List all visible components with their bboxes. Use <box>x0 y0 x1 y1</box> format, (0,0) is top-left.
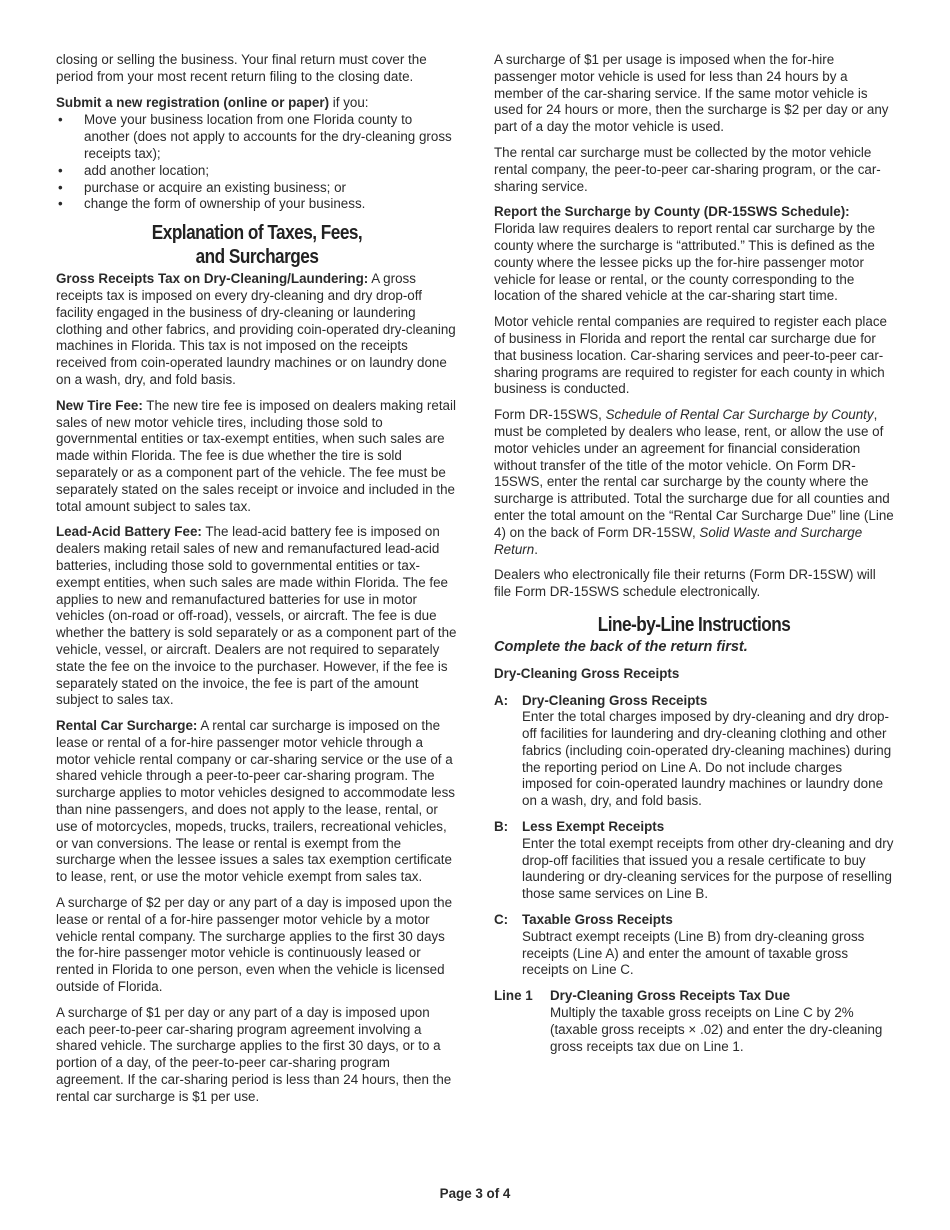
bullet-item: • purchase or acquire an existing business; or <box>56 180 458 197</box>
right-column <box>494 52 894 1064</box>
bullet-item: • add another location; <box>56 163 458 180</box>
registration-paragraph: Motor vehicle rental companies are required to register each place of business in Florida and report the rental car surcharge due for that business location. Car-sharing services and peer-to-peer car-sharing programs are required to register for each county in which business is conducted. <box>494 314 887 397</box>
battery-fee-heading: Lead-Acid Battery Fee: <box>56 524 202 540</box>
new-tire-paragraph <box>56 398 458 516</box>
intro-paragraph: closing or selling the business. Your final return must cover the period from your most recent return filing to the closing date. <box>56 52 427 84</box>
surcharge-2-paragraph: A surcharge of $2 per day or any part of a day is imposed upon the lease or rental of a for-hire passenger motor vehicle by a motor vehicle rental company. The surcharge applies to the first 30 days the for-hire passenger motor vehicle is continuously leased or rented in Florida to one person, even when the vehicle is licensed outside of Florida. <box>56 895 453 995</box>
form-text-b: , must be completed by dealers who lease, rent, or allow the use of motor vehicles under an agreement for financial consideration without transfer of the title of the motor vehicle. On Form DR-15SWS, enter the rental car surcharge by the county where the surcharge is attributed. Total the surcharge due for all counties and enter the total amount on the “Rental Car Surcharge Due” line (Line 4) on the back of Form DR-15SW, <box>494 407 894 540</box>
line-title: Dry-Cleaning Gross Receipts Tax Due <box>550 988 791 1004</box>
submit-registration-rest: if you: <box>329 94 369 110</box>
registration-bullet-list <box>56 112 458 213</box>
report-county-paragraph <box>494 204 894 305</box>
surcharge-1-paragraph: A surcharge of $1 per day or any part of a day is imposed upon each peer-to-peer car-sharing program agreement involving a shared vehicle. The surcharge applies to the first 30 days, or to a portion of a day, of the peer-to-peer car-sharing program agreement. If the car-sharing period is less than 24 hours, then the rental car surcharge is $1 per use. <box>56 1004 452 1104</box>
rental-surcharge-paragraph <box>56 718 458 886</box>
line-label: B: <box>494 819 509 835</box>
gross-receipts-text: A gross receipts tax is imposed on every dry-cleaning and dry drop-off facility engaged in the business of dry-cleaning or laundering clothing and other fabrics, and providing coin-operated dry-cleaning machines in Florida. This tax is not imposed on the receipts received from coin-operated laundry machines or on laundry done on a wash, dry, and fold basis. <box>56 271 456 387</box>
battery-fee-text: The lead-acid battery fee is imposed on dealers making retail sales of new and remanufactured lead-acid batteries, including those sold to governmental entities or tax-exempt entities, when such sales are made within Florida. The fee applies to new and remanufactured batteries for use in motor vehicles (on-road or off-road), vessels, or aircraft. The fee is due whether the battery is sold separately or as a component part of the vehicle, vessel, or aircraft. Dealers are not required to separately state the fee on the invoice to the purchaser. However, if the fee is separately stated on the invoice, the fee is part of the amount subject to sales tax. <box>56 524 457 708</box>
line-item-b <box>494 819 894 903</box>
page-number: Page 3 of 4 <box>439 1186 511 1201</box>
new-tire-heading: New Tire Fee: <box>56 397 143 413</box>
line-title: Taxable Gross Receipts <box>522 912 673 928</box>
line-item-c <box>494 912 894 979</box>
line-label: C: <box>494 912 509 928</box>
line-label: Line 1 <box>494 988 533 1004</box>
form-text-c: . <box>534 541 538 557</box>
line-text: Enter the total exempt receipts from other dry-cleaning and dry drop-off facilities that issued you a resale certificate to buy laundering or dry-cleaning services for the purpose of reselling those same services on Line B. <box>522 835 894 902</box>
rental-surcharge-heading: Rental Car Surcharge: <box>56 718 198 734</box>
electronic-filing-paragraph: Dealers who electronically file their returns (Form DR-15SW) will file Form DR-15SWS schedule electronically. <box>494 567 876 600</box>
rental-surcharge-text: A rental car surcharge is imposed on the lease or rental of a for-hire passenger motor vehicle through a motor vehicle rental company or car-sharing service or the use of a shared vehicle through a peer-to-peer car-sharing program. The surcharge applies to motor vehicles designed to accommodate less than nine passengers, and does not apply to the lease, rental, or use of motorcycles, mopeds, trucks, trailers, recreational vehicles, or van conversions. The lease or rental is exempt from the surcharge when the lessee issues a sales tax exemption certificate to lease, rent, or use the motor vehicle exempt from sales tax. <box>56 718 455 885</box>
left-column <box>56 52 458 1115</box>
line-label: A: <box>494 692 509 708</box>
gross-receipts-heading: Gross Receipts Tax on Dry-Cleaning/Laundering: <box>56 271 369 287</box>
report-county-heading: Report the Surcharge by County (DR-15SWS Schedule): <box>494 204 850 220</box>
line-item-a <box>494 693 894 811</box>
line-text: Subtract exempt receipts (Line B) from dry-cleaning gross receipts (Line A) and enter the amount of taxable gross receipts on Line C. <box>522 928 865 978</box>
battery-fee-paragraph <box>56 524 458 709</box>
dry-cleaning-heading: Dry-Cleaning Gross Receipts <box>494 665 680 681</box>
form-dr15sws-paragraph <box>494 407 894 558</box>
line-text: Enter the total charges imposed by dry-cleaning and dry drop-off facilities for laundering and dry-cleaning clothing and other fabrics (including coin-operated dry-cleaning machines) during the reporting period on Line A. Do not include charges imposed for coin-operated laundry machines or laundry done on a wash, dry, and fold basis. <box>522 709 892 809</box>
form-title-italic: Schedule of Rental Car Surcharge by County <box>605 407 874 423</box>
collection-paragraph: The rental car surcharge must be collected by the motor vehicle rental company, the peer-to-peer car-sharing program, or the car-sharing service. <box>494 144 881 194</box>
return-title-italic: Solid Waste and Surcharge Return <box>494 524 863 557</box>
section-title-line1: Explanation of Taxes, Fees, <box>151 222 363 245</box>
form-text-a: Form DR-15SWS, <box>494 407 606 423</box>
line-title: Less Exempt Receipts <box>522 819 665 835</box>
line-title: Dry-Cleaning Gross Receipts <box>522 692 708 708</box>
line-text: Multiply the taxable gross receipts on Line C by 2% (taxable gross receipts × .02) and enter the dry-cleaning gross receipts tax due on Line 1. <box>550 1005 883 1054</box>
new-tire-text: The new tire fee is imposed on dealers making retail sales of new motor vehicle tires, including those sold to governmental entities or tax-exempt entities, when such sales are made within Florida. The fee is due whether the tire is sold separately or as a component part of the vehicle. The fee must be separately stated on the sales receipt or invoice and included in the total amount subject to sales tax. <box>56 397 456 514</box>
section-title-line2: and Surcharges <box>195 246 319 269</box>
section-title-explanation <box>84 221 430 269</box>
section-title-line-by-line: Line-by-Line Instructions <box>597 613 791 636</box>
bullet-item: • Move your business location from one Florida county to another (does not apply to accounts for the dry-cleaning gross receipts tax); <box>56 112 458 162</box>
line-item-1 <box>494 988 894 1055</box>
submit-registration-heading <box>56 95 458 112</box>
report-county-text: Florida law requires dealers to report rental car surcharge by the county where the surcharge is “attributed.” This is defined as the county where the lessee picks up the for-hire passenger motor vehicle for lease or rental, or the county corresponding to the location of the shared vehicle at the car-sharing start time. <box>494 221 876 304</box>
complete-first-note: Complete the back of the return first. <box>494 638 748 655</box>
submit-registration-bold: Submit a new registration (online or paper) <box>56 94 330 110</box>
bullet-item: • change the form of ownership of your business. <box>56 196 458 213</box>
gross-receipts-paragraph <box>56 271 458 389</box>
usage-surcharge-paragraph: A surcharge of $1 per usage is imposed when the for-hire passenger motor vehicle is used for less than 24 hours by a member of the car-sharing service. If the same motor vehicle is used for 24 hours or more, then the surcharge is $2 per day or any part of a day the motor vehicle is used. <box>494 52 889 135</box>
